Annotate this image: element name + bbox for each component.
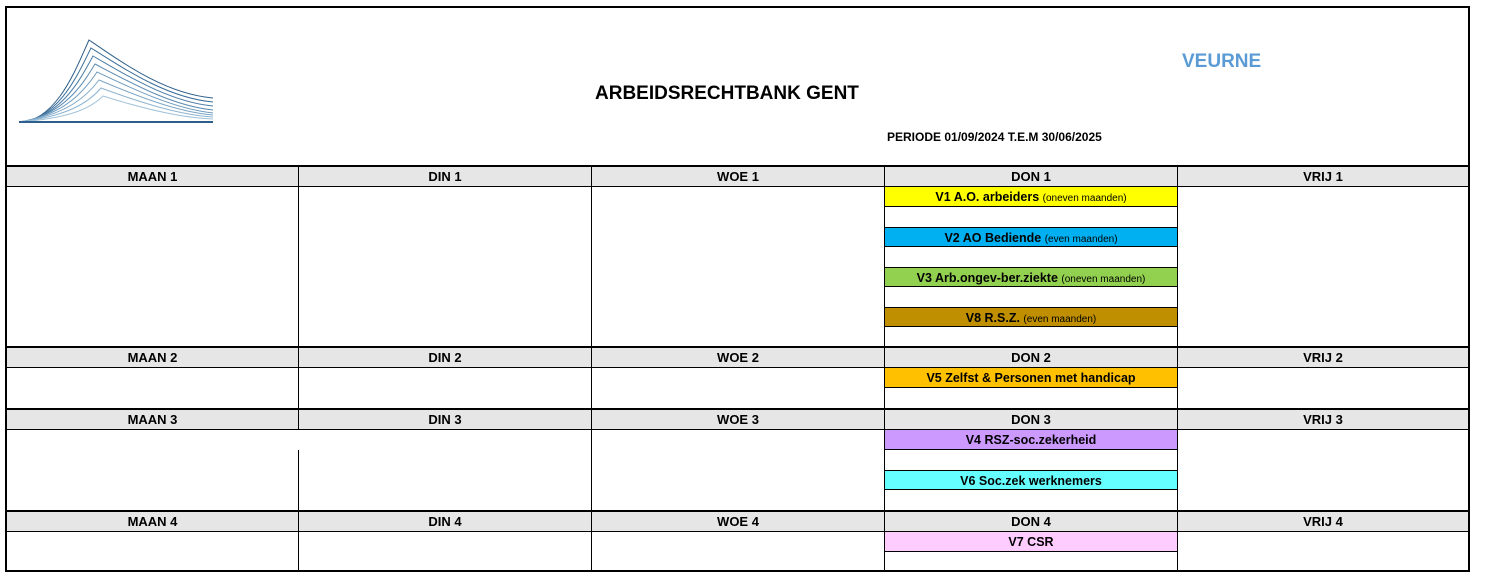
day-cell-din xyxy=(299,430,592,510)
day-header-vrij: VRIJ 3 xyxy=(1303,412,1343,427)
schedule-grid xyxy=(7,165,1468,572)
day-header-woe: WOE 4 xyxy=(592,512,885,532)
week-header-row xyxy=(7,408,1468,430)
day-cell-vrij xyxy=(1178,368,1468,408)
day-header-vrij: VRIJ 2 xyxy=(1303,350,1343,365)
week-header-row xyxy=(7,165,1468,187)
session-title: V4 RSZ-soc.zekerheid xyxy=(965,433,1097,447)
day-header-maan: MAAN 2 xyxy=(7,348,299,368)
day-cell-don xyxy=(885,532,1178,572)
day-header-din: DIN 4 xyxy=(299,512,592,532)
session-note: (even maanden) xyxy=(1044,234,1118,245)
day-header-maan: MAAN 3 xyxy=(7,410,299,430)
day-cell-woe xyxy=(592,430,885,510)
day-cell-woe xyxy=(592,368,885,408)
session-entry xyxy=(885,532,1177,552)
day-header-maan: MAAN 1 xyxy=(7,167,299,187)
session-title: V5 Zelfst & Personen met handicap xyxy=(926,371,1136,385)
day-header-maan: MAAN 4 xyxy=(7,512,299,532)
session-entry xyxy=(885,187,1177,207)
period-label: PERIODE 01/09/2024 T.E.M 30/06/2025 xyxy=(887,130,1102,144)
day-cell-vrij xyxy=(1178,430,1468,510)
day-header-woe: WOE 2 xyxy=(592,348,885,368)
session-title: V8 R.S.Z. xyxy=(965,311,1020,325)
day-header-din: DIN 3 xyxy=(299,410,592,430)
session-title: V2 AO Bediende xyxy=(944,231,1042,245)
session-entry xyxy=(885,430,1177,450)
session-entry xyxy=(885,470,1177,490)
week-body-row xyxy=(7,430,1468,510)
day-header-don: DON 3 xyxy=(885,410,1178,430)
page-title: ARBEIDSRECHTBANK GENT xyxy=(595,83,859,104)
session-entry xyxy=(885,307,1177,327)
day-cell-maan xyxy=(7,187,299,346)
day-cell-don xyxy=(885,430,1178,510)
column-divider xyxy=(298,450,299,510)
day-cell-vrij xyxy=(1178,532,1468,572)
day-cell-din xyxy=(299,532,592,572)
session-note: (oneven maanden) xyxy=(1061,274,1146,285)
day-cell-din xyxy=(299,368,592,408)
day-cell-din xyxy=(299,187,592,346)
header xyxy=(7,8,1468,165)
day-cell-maan xyxy=(7,368,299,408)
week-body-row xyxy=(7,368,1468,408)
day-header-din: DIN 2 xyxy=(299,348,592,368)
week-header-row xyxy=(7,346,1468,368)
session-entry xyxy=(885,227,1177,247)
building-wave-logo-icon xyxy=(17,36,217,126)
schedule-sheet xyxy=(5,6,1470,572)
session-title: V6 Soc.zek werknemers xyxy=(960,474,1102,488)
week-header-row xyxy=(7,510,1468,532)
session-title: V3 Arb.ongev-ber.ziekte xyxy=(916,271,1058,285)
session-entry xyxy=(885,267,1177,287)
session-note: (even maanden) xyxy=(1023,314,1097,325)
day-cell-don xyxy=(885,368,1178,408)
session-note: (oneven maanden) xyxy=(1042,193,1127,204)
session-title: V1 A.O. arbeiders xyxy=(935,190,1040,204)
day-header-woe: WOE 1 xyxy=(592,167,885,187)
day-cell-don xyxy=(885,187,1178,346)
day-cell-woe xyxy=(592,532,885,572)
day-cell-maan xyxy=(7,430,299,510)
session-entry xyxy=(885,368,1177,388)
day-header-don: DON 2 xyxy=(885,348,1178,368)
day-header-din: DIN 1 xyxy=(299,167,592,187)
day-cell-woe xyxy=(592,187,885,346)
day-header-woe: WOE 3 xyxy=(592,410,885,430)
day-cell-vrij xyxy=(1178,187,1468,346)
week-body-row xyxy=(7,187,1468,346)
day-cell-maan xyxy=(7,532,299,572)
day-header-vrij: VRIJ 4 xyxy=(1303,514,1343,529)
day-header-vrij: VRIJ 1 xyxy=(1303,169,1343,184)
city-label: VEURNE xyxy=(1182,51,1262,72)
day-header-don: DON 1 xyxy=(885,167,1178,187)
day-header-don: DON 4 xyxy=(885,512,1178,532)
week-body-row xyxy=(7,532,1468,572)
session-title: V7 CSR xyxy=(1008,535,1054,549)
